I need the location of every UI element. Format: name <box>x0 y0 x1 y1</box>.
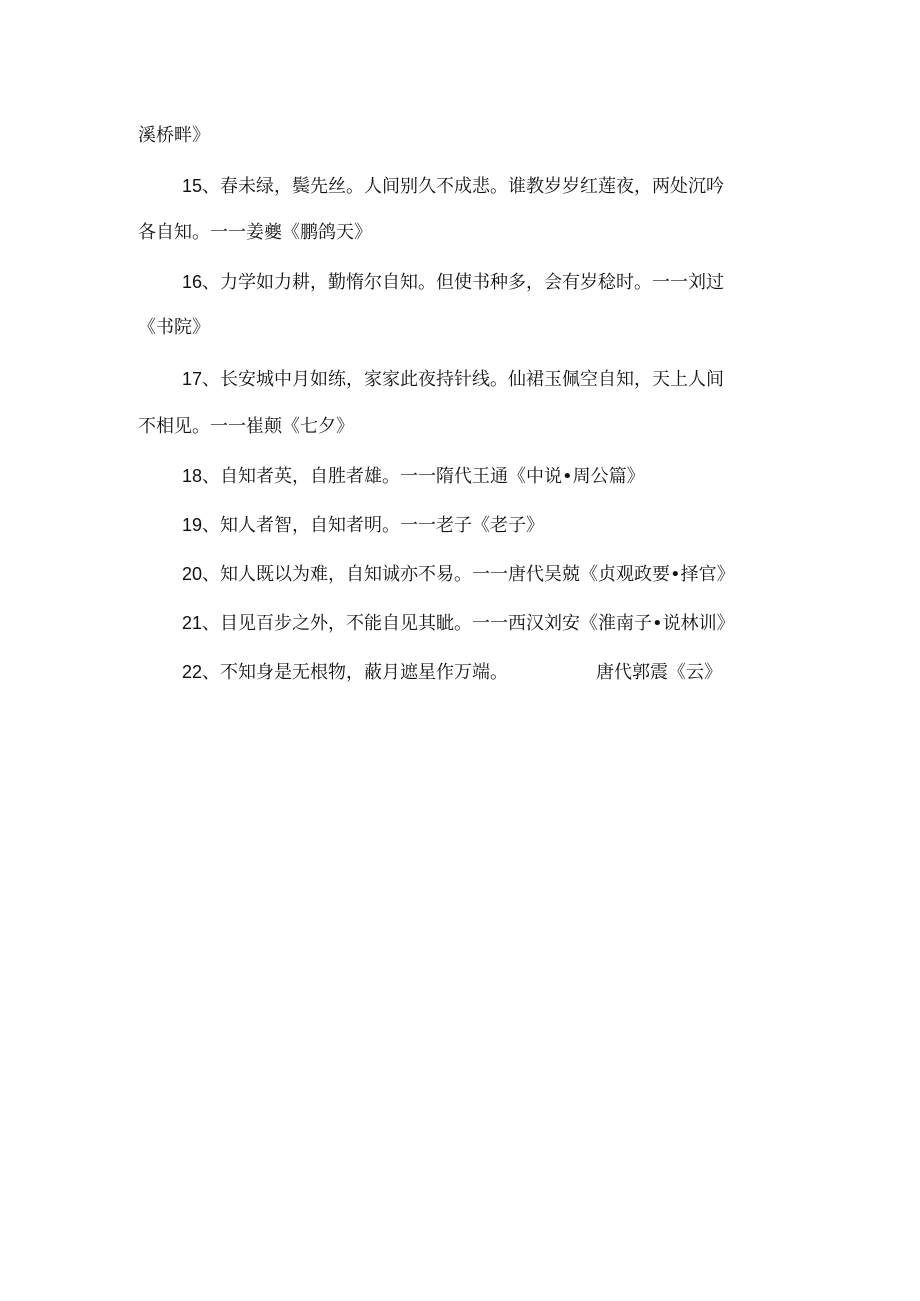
item-number: 20 <box>182 564 203 584</box>
line-text: 、力学如力耕，勤惰尔自知。但使书种多，会有岁稔时。一一刘过 <box>202 272 725 293</box>
quote-item-16 <box>138 270 798 294</box>
text-line <box>138 221 798 245</box>
item-number: 19 <box>182 515 203 535</box>
line-text: 不相见。一一崔颠《七夕》 <box>138 416 354 437</box>
quote-item-15 <box>138 174 798 198</box>
line-text: 溪桥畔》 <box>138 125 210 146</box>
text-line <box>138 415 798 439</box>
quote-item-19 <box>138 513 798 537</box>
quote-item-22 <box>138 660 798 684</box>
text-line <box>138 316 798 340</box>
text-line <box>138 124 798 148</box>
line-text: 、自知者英，自胜者雄。一一隋代王通《中说•周公篇》 <box>202 466 645 487</box>
quote-item-17 <box>138 367 798 391</box>
document-body <box>138 124 798 684</box>
item-number: 16 <box>182 272 203 292</box>
item-number: 17 <box>182 369 203 389</box>
line-text: 、知人者智，自知者明。一一老子《老子》 <box>202 515 545 536</box>
line-text: 、知人既以为难，自知诚亦不易。一一唐代吴兢《贞观政要•择官》 <box>202 564 735 585</box>
quote-item-18 <box>138 464 798 488</box>
quote-item-21 <box>138 611 798 635</box>
line-text: 《书院》 <box>138 317 210 338</box>
line-text: 、长安城中月如练，家家此夜持针线。仙裙玉佩空自知，天上人间 <box>202 369 725 390</box>
line-text: 、不知身是无根物，蔽月遮星作万端。 <box>202 662 509 683</box>
line-attribution: 唐代郭震《云》 <box>596 662 723 683</box>
line-text: 、春未绿，鬓先丝。人间别久不成悲。谁教岁岁红莲夜，两处沉吟 <box>202 176 725 197</box>
item-number: 22 <box>182 662 203 682</box>
quote-item-20 <box>138 562 798 586</box>
item-number: 18 <box>182 466 203 486</box>
item-number: 21 <box>182 613 203 633</box>
item-number: 15 <box>182 176 203 196</box>
line-text: 、目见百步之外，不能自见其眦。一一西汉刘安《淮南子•说林训》 <box>202 613 735 634</box>
line-text: 各自知。一一姜夔《鹏鸽天》 <box>138 222 372 243</box>
